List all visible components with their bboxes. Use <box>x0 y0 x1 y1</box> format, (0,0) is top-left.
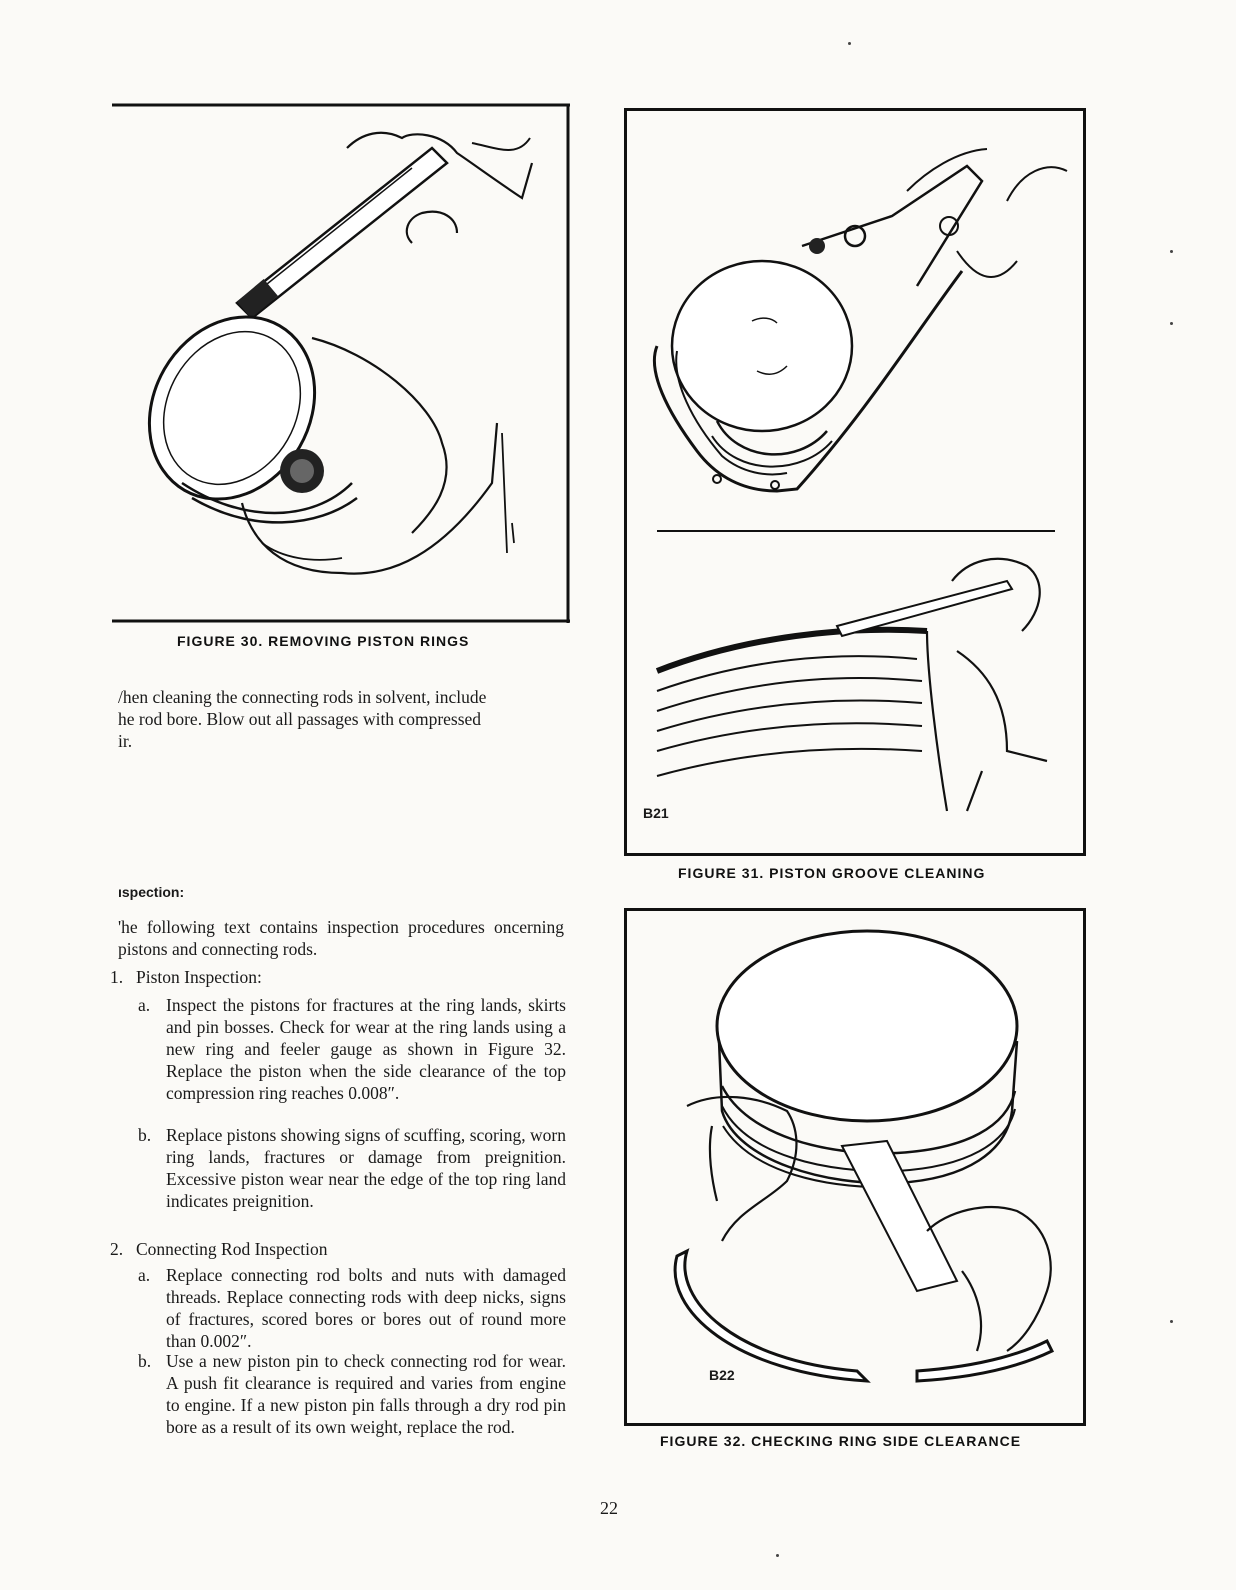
figure-32-caption: FIGURE 32. CHECKING RING SIDE CLEARANCE <box>660 1433 1022 1449</box>
page-number: 22 <box>600 1498 618 1518</box>
item-2a-text: Replace connecting rod bolts and nuts with damaged threads. Replace connecting rods with deep nicks, signs of fractures, scored bores or bores out of round more than 0.002″. <box>166 1265 566 1351</box>
figure-32-tag: B22 <box>709 1367 735 1383</box>
item-2b-label: b. <box>138 1351 152 1371</box>
item-2b-text: Use a new piston pin to check connecting rod for wear. A push fit clearance is required and varies from engine to engine. If a new piston pin falls through a dry rod pin bore as a result of its own weight, replace the rod. <box>166 1351 566 1437</box>
scan-speck <box>848 42 851 45</box>
figure-30 <box>112 103 572 625</box>
scan-speck <box>1170 250 1173 253</box>
scan-speck <box>776 1554 779 1557</box>
item-1b-text: Replace pistons showing signs of scuffing, scoring, worn ring lands, fractures or damage from preignition. Excessive piston wear near the edge of the top ring land indicates preignition. <box>166 1125 566 1211</box>
figure-31-tag: B21 <box>643 805 669 821</box>
inspection-heading: ıspection: <box>118 884 185 900</box>
figure-31-illustration <box>627 111 1083 853</box>
scan-speck <box>1170 1320 1173 1323</box>
item-2-title: Connecting Rod Inspection <box>136 1239 328 1259</box>
inspection-intro: 'he following text contains inspection procedures oncerning pistons and connecting rods. <box>118 917 564 959</box>
item-1-number: 1. <box>110 967 124 987</box>
cleaning-paragraph <box>118 686 568 752</box>
scan-speck <box>1170 322 1173 325</box>
item-1-title: Piston Inspection: <box>136 967 262 987</box>
item-1b-label: b. <box>138 1125 152 1145</box>
figure-30-caption: FIGURE 30. REMOVING PISTON RINGS <box>177 633 470 649</box>
item-2-number: 2. <box>110 1239 124 1259</box>
piston-inspection-a <box>138 994 568 1126</box>
figure-32 <box>624 908 1086 1426</box>
cleaning-line-2: he rod bore. Blow out all passages with compressed <box>118 709 482 729</box>
rod-inspection-a <box>138 1264 568 1352</box>
figure-31-caption: FIGURE 31. PISTON GROOVE CLEANING <box>678 865 986 881</box>
rod-inspection-b <box>138 1350 568 1460</box>
figure-31 <box>624 108 1086 856</box>
piston-inspection-b <box>138 1124 568 1234</box>
item-1a-text: Inspect the pistons for fractures at the ring lands, skirts and pin bosses. Check for wear at the ring lands using a new ring and feeler gauge as shown in Figure 32. Replace the piston when the side clearance of the top compression ring reaches 0.008″. <box>166 995 566 1103</box>
figure-30-illustration <box>112 103 572 625</box>
item-2a-label: a. <box>138 1265 151 1285</box>
figure-32-illustration <box>627 911 1083 1423</box>
item-1a-label: a. <box>138 995 151 1015</box>
cleaning-line-3: ir. <box>118 731 133 751</box>
cleaning-line-1: /hen cleaning the connecting rods in solvent, include <box>118 687 487 707</box>
